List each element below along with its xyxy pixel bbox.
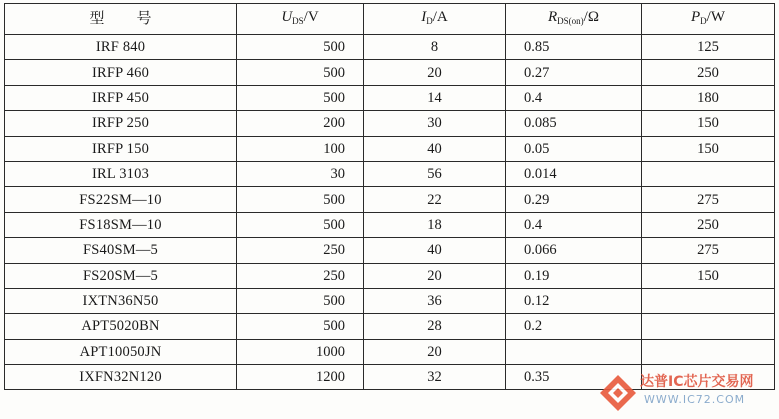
cell-model: FS20SM—5	[5, 263, 237, 288]
cell-model: IRFP 250	[5, 111, 237, 136]
cell-pd	[642, 339, 775, 364]
table-row	[5, 263, 775, 288]
cell-pd: 125	[642, 35, 775, 60]
cell-id: 20	[364, 339, 506, 364]
cell-vds: 500	[237, 187, 364, 212]
cell-rds-on: 0.85	[506, 35, 642, 60]
table-row	[5, 314, 775, 339]
table-row	[5, 111, 775, 136]
cell-rds-on	[506, 339, 642, 364]
cell-id: 18	[364, 212, 506, 237]
header-rds-on: $R_{DS(on)}/\Omega$	[506, 4, 642, 35]
cell-pd: 250	[642, 60, 775, 85]
cell-id: 40	[364, 238, 506, 263]
header-id: $I_D/A$	[364, 4, 506, 35]
cell-vds: 1000	[237, 339, 364, 364]
cell-model: IRL 3103	[5, 161, 237, 186]
cell-id: 56	[364, 161, 506, 186]
cell-id: 20	[364, 263, 506, 288]
cell-rds-on: 0.35	[506, 365, 642, 390]
table-row	[5, 212, 775, 237]
cell-rds-on: 0.085	[506, 111, 642, 136]
cell-pd	[642, 314, 775, 339]
cell-pd: 275	[642, 238, 775, 263]
header-pd: $P_D/W$	[642, 4, 775, 35]
cell-vds: 1200	[237, 365, 364, 390]
cell-id: 20	[364, 60, 506, 85]
cell-model: APT5020BN	[5, 314, 237, 339]
cell-vds: 250	[237, 238, 364, 263]
cell-model: FS18SM—10	[5, 212, 237, 237]
cell-vds: 250	[237, 263, 364, 288]
table-row	[5, 136, 775, 161]
table-header-row	[5, 4, 775, 35]
table-row	[5, 35, 775, 60]
table-row	[5, 161, 775, 186]
cell-model: APT10050JN	[5, 339, 237, 364]
table-row	[5, 238, 775, 263]
cell-rds-on: 0.2	[506, 314, 642, 339]
cell-vds: 100	[237, 136, 364, 161]
cell-rds-on: 0.014	[506, 161, 642, 186]
cell-pd: 180	[642, 85, 775, 110]
cell-model: IXTN36N50	[5, 288, 237, 313]
table-row	[5, 187, 775, 212]
table-row	[5, 339, 775, 364]
cell-id: 8	[364, 35, 506, 60]
cell-rds-on: 0.27	[506, 60, 642, 85]
cell-rds-on: 0.4	[506, 212, 642, 237]
cell-model: IRF 840	[5, 35, 237, 60]
cell-vds: 500	[237, 35, 364, 60]
cell-id: 36	[364, 288, 506, 313]
cell-vds: 500	[237, 212, 364, 237]
cell-pd: 250	[642, 212, 775, 237]
cell-id: 30	[364, 111, 506, 136]
cell-vds: 500	[237, 85, 364, 110]
cell-rds-on: 0.19	[506, 263, 642, 288]
cell-vds: 500	[237, 60, 364, 85]
cell-rds-on: 0.29	[506, 187, 642, 212]
cell-model: FS40SM—5	[5, 238, 237, 263]
cell-vds: 30	[237, 161, 364, 186]
cell-model: FS22SM—10	[5, 187, 237, 212]
cell-rds-on: 0.066	[506, 238, 642, 263]
cell-model: IRFP 450	[5, 85, 237, 110]
cell-vds: 500	[237, 288, 364, 313]
cell-vds: 500	[237, 314, 364, 339]
watermark	[598, 369, 773, 415]
cell-pd	[642, 161, 775, 186]
mosfet-spec-table	[4, 3, 775, 390]
cell-id: 28	[364, 314, 506, 339]
cell-rds-on: 0.05	[506, 136, 642, 161]
cell-id: 32	[364, 365, 506, 390]
cell-id: 40	[364, 136, 506, 161]
watermark-text: 达普IC芯片交易网	[640, 374, 754, 390]
watermark-url: WWW.IC72.COM	[644, 393, 746, 406]
table-row	[5, 85, 775, 110]
cell-model: IRFP 460	[5, 60, 237, 85]
cell-id: 22	[364, 187, 506, 212]
cell-model: IXFN32N120	[5, 365, 237, 390]
cell-rds-on: 0.12	[506, 288, 642, 313]
cell-pd: 150	[642, 136, 775, 161]
cell-pd	[642, 288, 775, 313]
table-row	[5, 60, 775, 85]
header-vds: $U_{DS}/V$	[237, 4, 364, 35]
cell-pd: 275	[642, 187, 775, 212]
header-model: 型 号	[5, 4, 237, 35]
table-row	[5, 288, 775, 313]
cell-vds: 200	[237, 111, 364, 136]
cell-pd: 150	[642, 263, 775, 288]
cell-rds-on: 0.4	[506, 85, 642, 110]
cell-id: 14	[364, 85, 506, 110]
watermark-logo-icon	[598, 373, 638, 413]
cell-model: IRFP 150	[5, 136, 237, 161]
cell-pd: 150	[642, 111, 775, 136]
